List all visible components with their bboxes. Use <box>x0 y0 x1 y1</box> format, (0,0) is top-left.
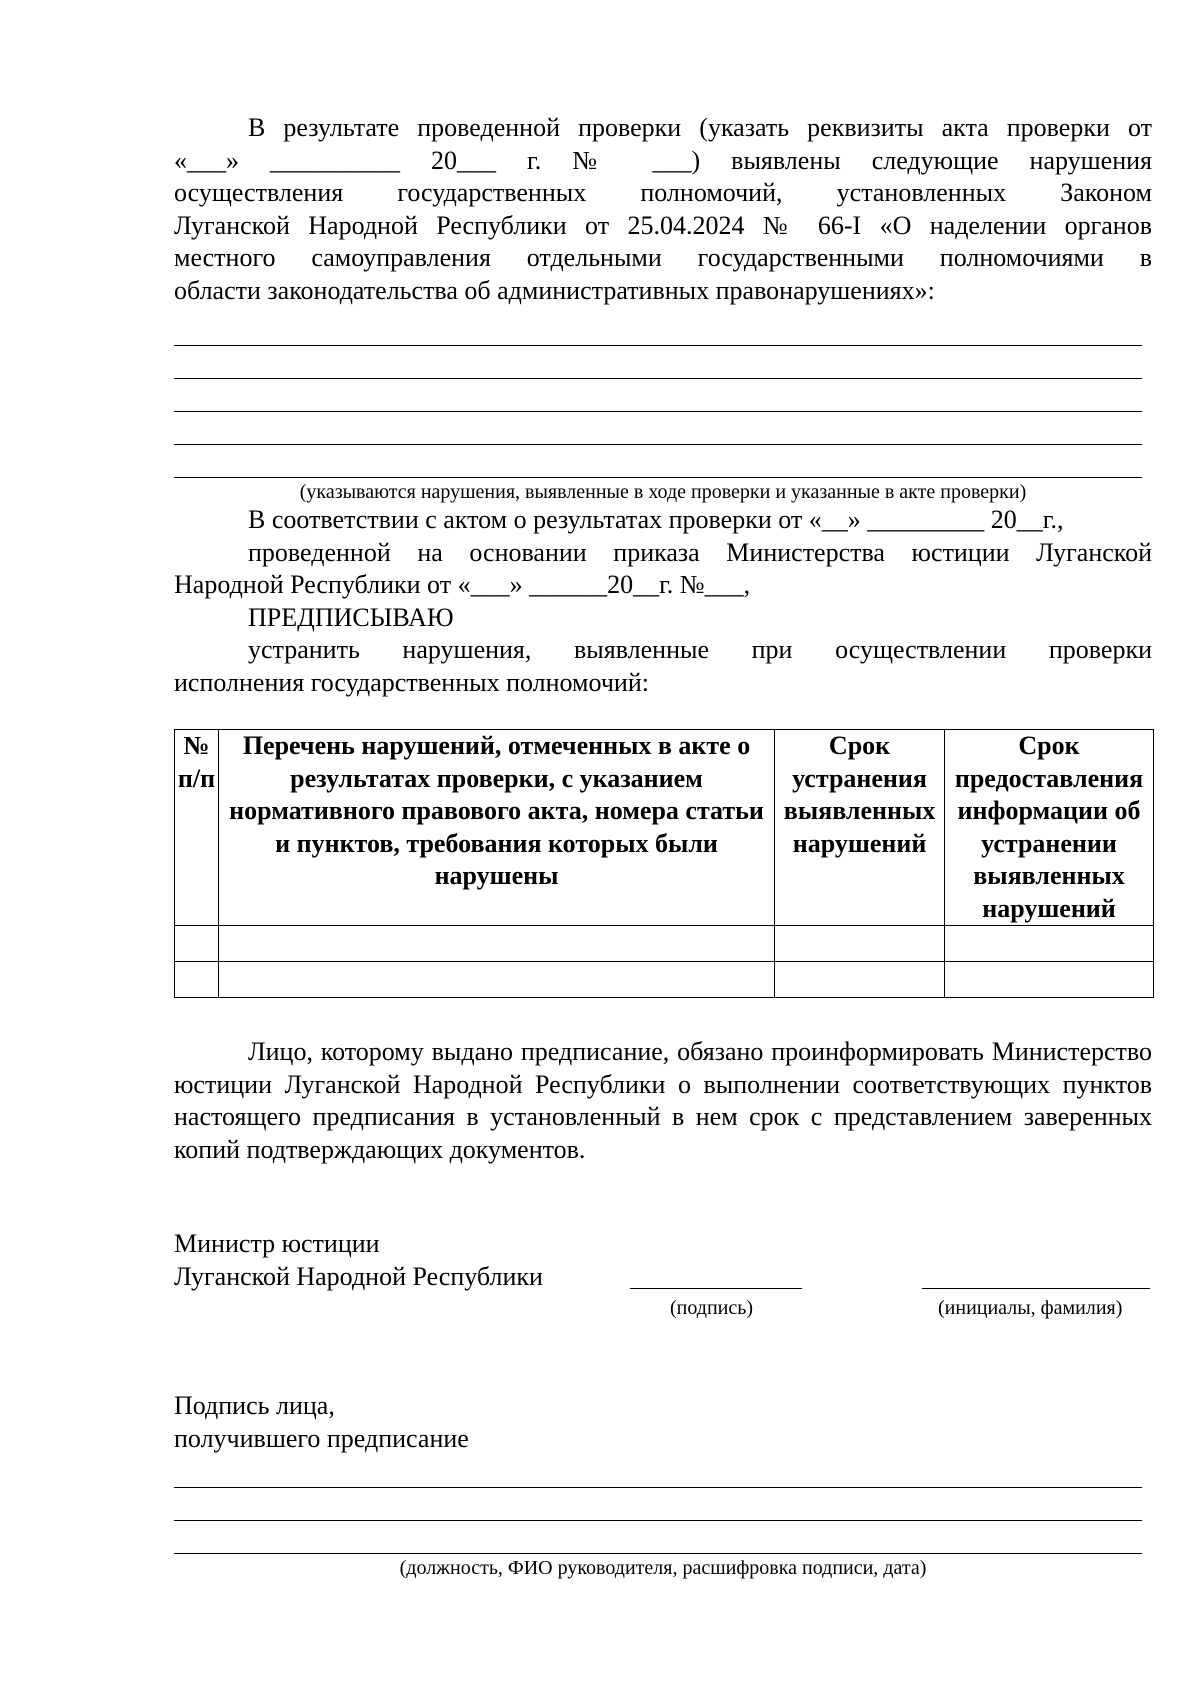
receiver-caption: (должность, ФИО руководителя, расшифровка подписи, дата) <box>399 1557 927 1579</box>
minister-signature-block <box>174 1228 1152 1338</box>
violations-table <box>174 729 1154 998</box>
act-line-3: Народной Республики от «___» ______20__г. №___, <box>174 570 751 599</box>
receiver-block <box>174 1390 1152 1580</box>
signature-caption: (подпись) <box>670 1297 754 1319</box>
order-word: ПРЕДПИСЫВАЮ <box>248 602 454 632</box>
paragraph-obligation: Лицо, которому выдано предписание, обязано проинформировать Министерство юстиции Луганской Народной Республики о выполнении соответствующих пунктов настоящего предписания в установленный в нем срок с представлением заверенных копий подтверждающих документов. <box>174 1037 1152 1164</box>
table-cell[interactable] <box>775 926 945 962</box>
intro-line-3: осуществления государственных полномочий, установленных Законом <box>174 178 1152 207</box>
eliminate-line-1: устранить нарушения, выявленные при осуществлении проверки <box>248 635 1152 664</box>
name-line[interactable] <box>922 1288 1150 1289</box>
table-cell[interactable] <box>218 962 774 998</box>
fill-line[interactable] <box>174 1521 1142 1554</box>
header-violations-list: Перечень нарушений, отмеченных в акте о результатах проверки, с указанием нормативного правового акта, номера статьи и пунктов, требования которых были нарушены <box>218 730 774 926</box>
act-line-1: В соответствии с актом о результатах проверки от «__» _________ 20__г., <box>248 505 1064 534</box>
fill-line <box>174 445 1142 478</box>
receiver-fill-lines <box>174 1455 1152 1554</box>
signature-line[interactable] <box>630 1288 802 1289</box>
fill-line <box>174 379 1142 412</box>
minister-title <box>174 1228 543 1293</box>
violations-caption: (указываются нарушения, выявленные в ходе проверки и указанные в акте проверки) <box>299 481 1027 503</box>
fill-line[interactable] <box>174 1488 1142 1521</box>
table-header-row <box>175 730 1154 926</box>
minister-title-line-1: Министр юстиции <box>174 1229 380 1258</box>
table-cell[interactable] <box>175 926 219 962</box>
minister-title-line-2: Луганской Народной Республики <box>174 1261 543 1291</box>
intro-line-1: В результате проведенной проверки (указать реквизиты акта проверки от <box>248 113 1152 142</box>
document-page <box>174 112 1152 1580</box>
table-row <box>175 926 1154 962</box>
paragraph-act <box>174 504 1152 602</box>
act-line-2: проведенной на основании приказа Министерства юстиции Луганской <box>248 537 1152 567</box>
violations-fill-lines <box>174 313 1152 478</box>
fill-line <box>174 346 1142 379</box>
table-cell[interactable] <box>175 962 219 998</box>
intro-line-6: области законодательства об административных правонарушениях»: <box>174 275 935 305</box>
receiver-line-2: получившего предписание <box>174 1423 469 1453</box>
header-report-deadline: Срок предоставления информации об устранении выявленных нарушений <box>945 730 1154 926</box>
fill-line[interactable] <box>174 1455 1142 1488</box>
name-caption: (инициалы, фамилия) <box>938 1297 1123 1319</box>
paragraph-eliminate <box>174 634 1152 699</box>
eliminate-line-2: исполнения государственных полномочий: <box>174 667 649 697</box>
table-cell[interactable] <box>775 962 945 998</box>
table-cell[interactable] <box>945 962 1154 998</box>
paragraph-intro <box>174 112 1152 307</box>
intro-line-2: «___» __________ 20___ г. № ___) выявлены следующие нарушения <box>174 145 1152 175</box>
fill-line <box>174 412 1142 445</box>
receiver-line-1: Подпись лица, <box>174 1391 335 1420</box>
table-cell[interactable] <box>218 926 774 962</box>
fill-line <box>174 313 1142 346</box>
table-cell[interactable] <box>945 926 1154 962</box>
header-elimination-deadline: Срок устранения выявленных нарушений <box>775 730 945 926</box>
table-row <box>175 962 1154 998</box>
intro-line-4: Луганской Народной Республики от 25.04.2024 № 66-I «О наделении органов <box>174 210 1152 240</box>
intro-line-5: местного самоуправления отдельными государственными полномочиями в <box>174 243 1152 272</box>
header-number: № п/п <box>175 730 219 926</box>
